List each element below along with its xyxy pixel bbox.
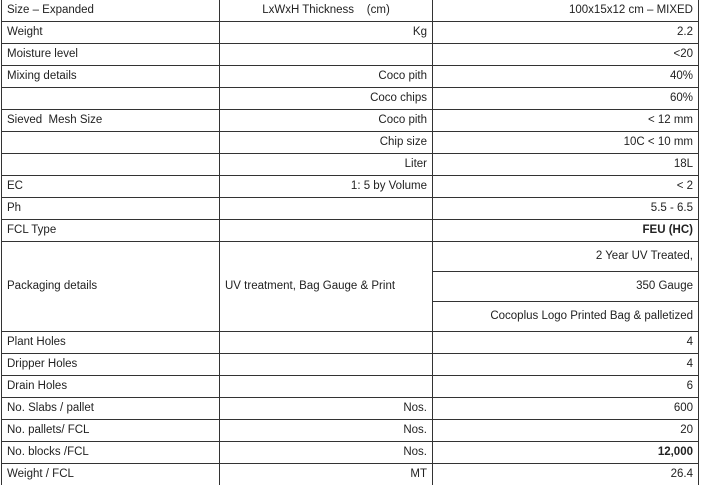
row-label <box>2 154 220 176</box>
table-row <box>2 420 699 442</box>
row-parameter <box>220 332 433 354</box>
row-value: 12,000 <box>433 442 699 464</box>
row-value: 10C < 10 mm <box>433 132 699 154</box>
row-value: 4 <box>433 354 699 376</box>
row-value: 350 Gauge <box>433 272 699 302</box>
row-value: Cocoplus Logo Printed Bag & palletized <box>433 302 699 332</box>
table-row <box>2 398 699 420</box>
row-value: 40% <box>433 66 699 88</box>
row-value: 20 <box>433 420 699 442</box>
row-parameter <box>220 354 433 376</box>
row-label: Mixing details <box>2 66 220 88</box>
row-value: <20 <box>433 44 699 66</box>
row-label: No. blocks /FCL <box>2 442 220 464</box>
table-row <box>2 332 699 354</box>
row-value: 5.5 - 6.5 <box>433 198 699 220</box>
row-parameter: Nos. <box>220 442 433 464</box>
row-parameter: Kg <box>220 22 433 44</box>
row-value: < 2 <box>433 176 699 198</box>
row-parameter <box>220 198 433 220</box>
table-row <box>2 66 699 88</box>
table-row <box>2 0 699 22</box>
row-parameter: Chip size <box>220 132 433 154</box>
row-label: Weight <box>2 22 220 44</box>
row-value: 2.2 <box>433 22 699 44</box>
row-label: Drain Holes <box>2 376 220 398</box>
row-label: No. Slabs / pallet <box>2 398 220 420</box>
table-row <box>2 176 699 198</box>
row-parameter: Liter <box>220 154 433 176</box>
row-parameter: LxWxH Thickness (cm) <box>220 0 433 22</box>
row-label: Plant Holes <box>2 332 220 354</box>
row-parameter: Coco pith <box>220 110 433 132</box>
row-parameter <box>220 44 433 66</box>
row-label: Dripper Holes <box>2 354 220 376</box>
table-row <box>2 22 699 44</box>
row-value: 60% <box>433 88 699 110</box>
specification-table <box>1 0 699 485</box>
table-row <box>2 354 699 376</box>
row-label: EC <box>2 176 220 198</box>
table-row <box>2 376 699 398</box>
row-parameter <box>220 376 433 398</box>
row-parameter: Nos. <box>220 398 433 420</box>
row-value: 6 <box>433 376 699 398</box>
table-row <box>2 132 699 154</box>
row-label <box>2 88 220 110</box>
row-label <box>2 132 220 154</box>
row-label: Packaging details <box>2 242 220 332</box>
table-row <box>2 442 699 464</box>
row-value: FEU (HC) <box>433 220 699 242</box>
row-value: 2 Year UV Treated, <box>433 242 699 272</box>
table-row <box>2 464 699 486</box>
row-parameter <box>220 220 433 242</box>
table-row <box>2 44 699 66</box>
row-parameter: MT <box>220 464 433 486</box>
row-label: Moisture level <box>2 44 220 66</box>
row-value: < 12 mm <box>433 110 699 132</box>
row-parameter: 1: 5 by Volume <box>220 176 433 198</box>
row-parameter: Coco pith <box>220 66 433 88</box>
table-row <box>2 220 699 242</box>
table-row <box>2 198 699 220</box>
table-row <box>2 88 699 110</box>
row-parameter: UV treatment, Bag Gauge & Print <box>220 242 433 332</box>
row-parameter: Coco chips <box>220 88 433 110</box>
row-value: 18L <box>433 154 699 176</box>
row-value: 4 <box>433 332 699 354</box>
row-label: Size – Expanded <box>2 0 220 22</box>
table-row <box>2 242 699 272</box>
row-value: 26.4 <box>433 464 699 486</box>
table-row <box>2 154 699 176</box>
row-label: Ph <box>2 198 220 220</box>
row-label: Weight / FCL <box>2 464 220 486</box>
row-label: Sieved Mesh Size <box>2 110 220 132</box>
row-value: 600 <box>433 398 699 420</box>
table-row <box>2 110 699 132</box>
row-value: 100x15x12 cm – MIXED <box>433 0 699 22</box>
row-parameter: Nos. <box>220 420 433 442</box>
row-label: FCL Type <box>2 220 220 242</box>
row-label: No. pallets/ FCL <box>2 420 220 442</box>
